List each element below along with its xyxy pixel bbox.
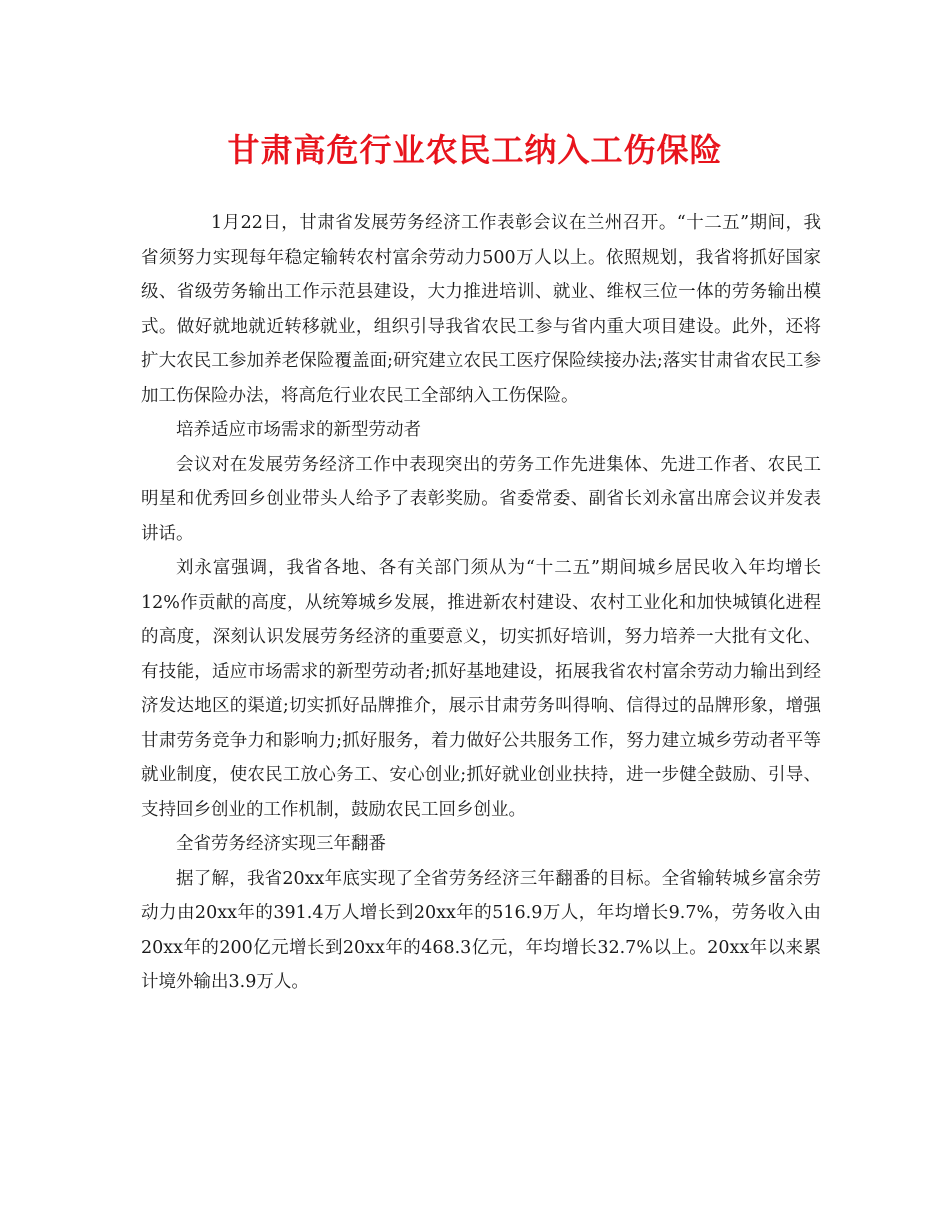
paragraph-statistics: 据了解，我省20xx年底实现了全省劳务经济三年翻番的目标。全省输转城乡富余劳动力由20xx年的391.4万人增长到20xx年的516.9万人，年均增长9.7%，劳务收入由20xx年的200亿元增长到20xx年的468.3亿元，年均增长32.7%以上。20xx年以来累计境外输出3.9万人。 [141,868,821,992]
document-body [141,206,821,1000]
section-heading-doubling: 全省劳务经济实现三年翻番 [176,834,386,854]
section-heading-training: 培养适应市场需求的新型劳动者 [176,420,421,440]
document-title: 甘肃高危行业农民工纳入工伤保险 [227,131,723,169]
paragraph-speech: 刘永富强调，我省各地、各有关部门须从为“十二五”期间城乡居民收入年均增长12%作贡献的高度，从统筹城乡发展，推进新农村建设、农村工业化和加快城镇化进程的高度，深刻认识发展劳务经济的重要意义，切实抓好培训，努力培养一大批有文化、有技能，适应市场需求的新型劳动者;抓好基地建设，拓展我省农村富余劳动力输出到经济发达地区的渠道;切实抓好品牌推介，展示甘肃劳务叫得响、信得过的品牌形象，增强甘肃劳务竞争力和影响力;抓好服务，着力做好公共服务工作，努力建立城乡劳动者平等就业制度，使农民工放心务工、安心创业;抓好就业创业扶持，进一步健全鼓励、引导、支持回乡创业的工作机制，鼓励农民工回乡创业。 [141,558,821,820]
paragraph-commendation: 会议对在发展劳务经济工作中表现突出的劳务工作先进集体、先进工作者、农民工明星和优秀回乡创业带头人给予了表彰奖励。省委常委、副省长刘永富出席会议并发表讲话。 [141,454,821,544]
paragraph-intro: 1月22日，甘肃省发展劳务经济工作表彰会议在兰州召开。“十二五”期间，我省须努力实现每年稳定输转农村富余劳动力500万人以上。依照规划，我省将抓好国家级、省级劳务输出工作示范县建设，大力推进培训、就业、维权三位一体的劳务输出模式。做好就地就近转移就业，组织引导我省农民工参与省内重大项目建设。此外，还将扩大农民工参加养老保险覆盖面;研究建立农民工医疗保险续接办法;落实甘肃省农民工参加工伤保险办法，将高危行业农民工全部纳入工伤保险。 [141,213,821,406]
